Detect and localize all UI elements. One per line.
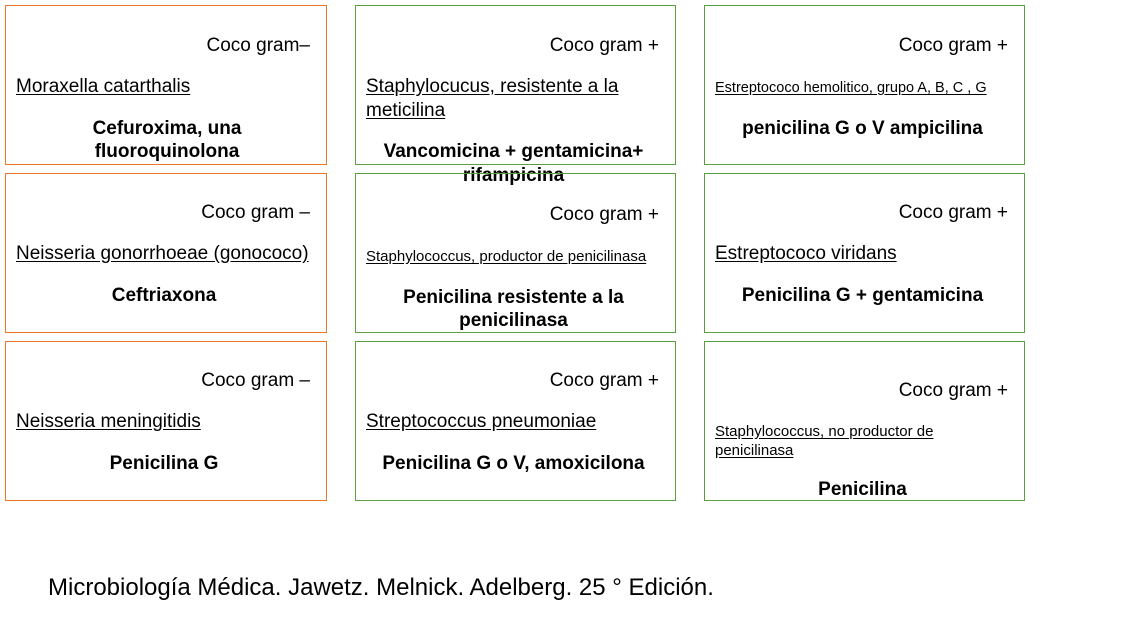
treatment-name: Penicilina G o V, amoxicilona bbox=[382, 452, 645, 474]
antibiotic-card-grid bbox=[5, 5, 1013, 501]
organism-name: Staphylococcus, no productor de penicilinasa bbox=[715, 422, 934, 459]
gram-stain-label: Coco gram– bbox=[206, 35, 310, 56]
treatment-name: Vancomicina + gentamicina+ rifampicina bbox=[383, 141, 644, 186]
organism-card bbox=[355, 341, 676, 501]
treatment-name: Penicilina G bbox=[109, 452, 219, 474]
treatment-name: Penicilina resistente a la penicilinasa bbox=[403, 286, 624, 332]
treatment-name: penicilina G o V ampicilina bbox=[742, 117, 983, 139]
organism-name: Estreptococo hemolitico, grupo A, B, C , G bbox=[715, 79, 987, 96]
organism-name: Estreptococo viridans bbox=[715, 242, 897, 264]
organism-card bbox=[5, 5, 327, 165]
gram-stain-label: Coco gram + bbox=[898, 380, 1008, 401]
gram-stain-label: Coco gram – bbox=[201, 370, 310, 391]
gram-stain-label: Coco gram – bbox=[201, 202, 310, 223]
organism-card bbox=[5, 173, 327, 333]
treatment-name: Cefuroxima, una fluoroquinolona bbox=[92, 117, 242, 163]
gram-stain-label: Coco gram + bbox=[549, 35, 659, 56]
organism-card bbox=[355, 5, 676, 186]
organism-name: Neisseria meningitidis bbox=[16, 410, 201, 432]
gram-stain-label: Coco gram + bbox=[549, 370, 659, 391]
organism-card bbox=[704, 341, 1025, 501]
organism-card bbox=[355, 173, 676, 333]
source-citation: Microbiología Médica. Jawetz. Melnick. Adelberg. 25 ° Edición. bbox=[48, 574, 714, 601]
treatment-name: Penicilina G + gentamicina bbox=[741, 284, 984, 306]
organism-name: Staphylococcus, productor de penicilinasa bbox=[366, 247, 647, 265]
gram-stain-label: Coco gram + bbox=[898, 35, 1008, 56]
organism-name: Neisseria gonorrhoeae (gonococo) bbox=[16, 242, 309, 264]
organism-name: Staphylocucus, resistente a la meticilina bbox=[366, 75, 619, 121]
treatment-name: Ceftriaxona bbox=[111, 284, 217, 306]
organism-name: Streptococcus pneumoniae bbox=[366, 410, 597, 432]
organism-card bbox=[5, 341, 327, 501]
organism-card bbox=[704, 5, 1025, 165]
organism-card bbox=[704, 173, 1025, 333]
gram-stain-label: Coco gram + bbox=[898, 202, 1008, 223]
organism-name: Moraxella catarthalis bbox=[16, 75, 191, 97]
treatment-name: Penicilina bbox=[818, 479, 907, 501]
gram-stain-label: Coco gram + bbox=[549, 204, 659, 225]
